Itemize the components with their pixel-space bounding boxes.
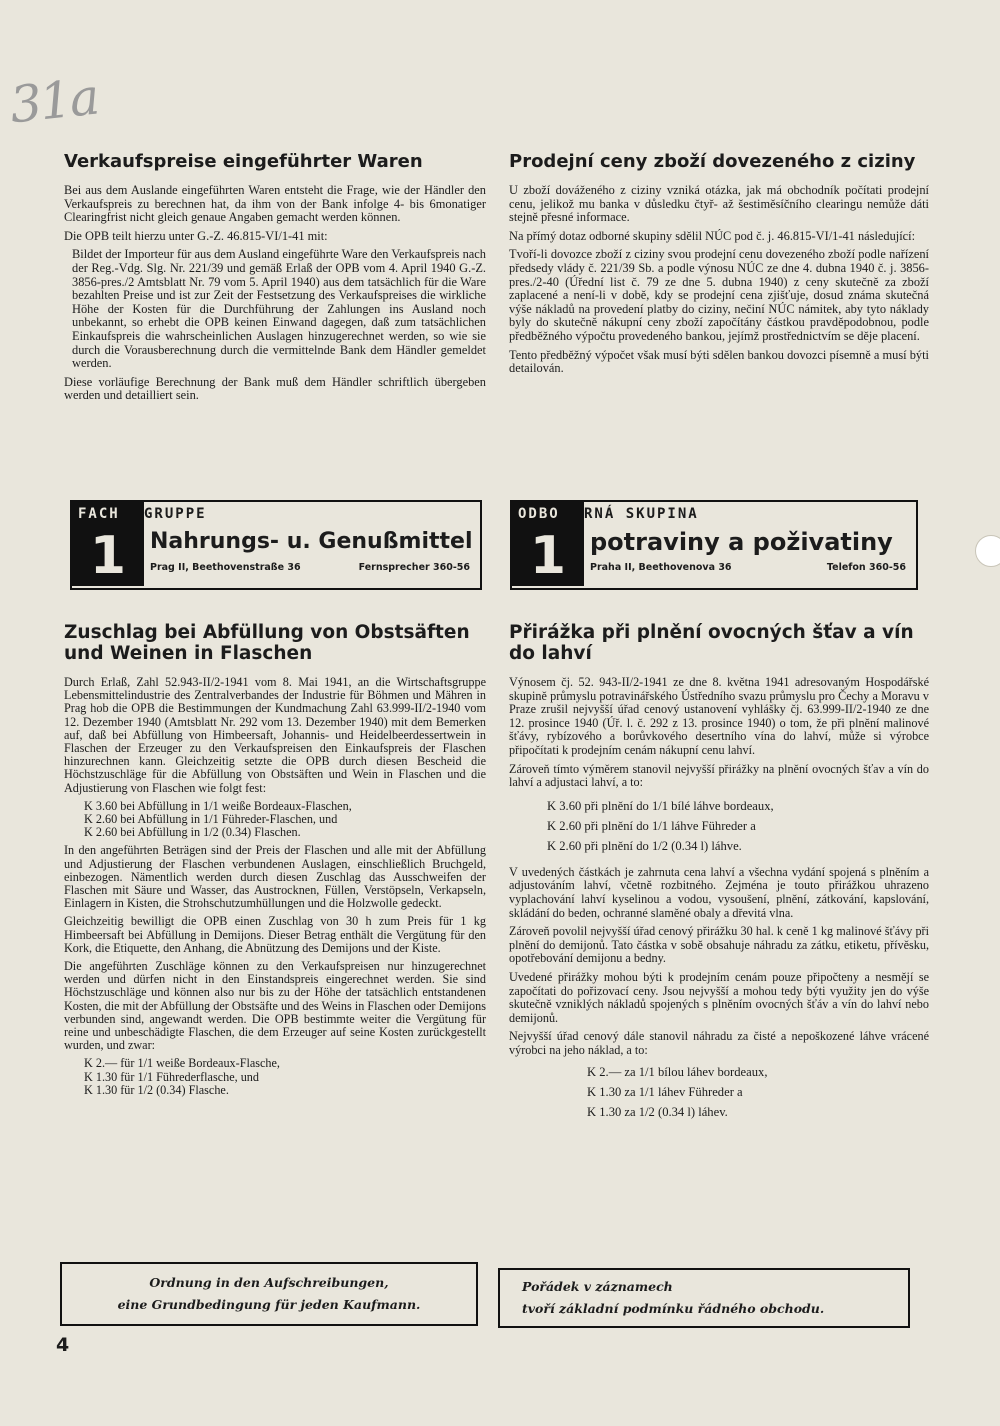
banner-prefix: FACH	[72, 502, 144, 526]
page-number: 4	[56, 1334, 70, 1356]
list-item: K 2.60 bei Abfüllung in 1/1 Führeder-Flaschen, und	[84, 812, 338, 827]
paragraph: Na přímý dotaz odborné skupiny sdělil NÚC pod č. j. 46.815-VI/1-41 následující:	[509, 228, 916, 243]
paragraph: Zároveň povolil nejvyšší úřad cenový přirážku 30 hal. k ceně 1 kg malinové šťávy při plnění do demijonů. Tato částka v sobě obsahuje náhradu za zátku, etiketu, přívěsku, opotřebování demijonu a bedny.	[509, 924, 929, 966]
paragraph: Gleichzeitig bewilligt die OPB einen Zuschlag von 30 h zum Preis für 1 kg Himbeersaft bei Abfüllung in Demijons. Dieser Betrag enthält die Vergütung für den Kork, die Etiquette, den Anhang, die Abnützung des Demijons und der Kiste.	[64, 914, 486, 955]
article-heading: Verkaufspreise eingeführter Waren	[64, 151, 423, 172]
paragraph: In den angeführten Beträgen sind der Preis der Flaschen und alle mit der Abfüllung und Adjustierung der Flaschen verbundenen Auslagen, einschließlich Bruchgeld, einbezogen. Nämentlich werden durch diesen Zuschlag das Ausschweifen der Flaschen mit Säure und Wasser, das Austrocknen, Füllen, Verstöpseln, Verkapseln, Einlagern in Kisten, die Strohschutzumhüllungen und die Holzwolle gedeckt.	[64, 843, 486, 911]
paragraph: Uvedené přirážky mohou býti k prodejním cenám pouze připočteny a nesmějí se započítati do pořizovací ceny. Jsou nejvyšší a mohou tedy býti využity jen do výše skutečně vzniklých nákladů spojených s plněním ovocných šťáv a vín do lahví nebo demijonů.	[509, 969, 929, 1025]
refund-list	[84, 1057, 486, 1097]
list-item: K 1.30 za 1/2 (0.34 l) láhev.	[587, 1105, 728, 1120]
paragraph: Výnosem čj. 52. 943-II/2-1941 ze dne 8. května 1941 adresovaným Hospodářské skupině průmyslu potravinářského Ústředního svazu průmyslu pro Čechy a Moravu v Praze zrušil nejvyšší úřad cenový ustanovení vyhlášky čj. 63.999-II/2-1940 ze dne 12. prosince 1940 (Úř. l. č. 292 z 13. prosince 1940) o tom, že při plnění malinové šťávy, rybízového a borůvkového desertního vína do lahví, může si výrobce připočítati k prodejním cenám nákupní cenu lahví.	[509, 675, 929, 757]
list-item: K 3.60 bei Abfüllung in 1/1 weiße Bordeaux-Flaschen,	[84, 798, 352, 813]
paragraph: Die angeführten Zuschläge können zu den Verkaufspreisen nur hinzugerechnet werden und dürfen nicht in den Einstandspreis eingerechnet werden. Sie sind Höchstzuschläge und können also nur bis zu der Höhe der tatsächlich entstandenen Kosten, die mit der Abfüllung der Obstsäfte und des Weins in Flaschen oder Demijons verbunden sind, angewandt werden. Die OPB bestimmte weiter die Vergütung für reine und unbeschädigte Flaschen, die dem Erzeuger auf seine Kosten zurückgestellt wurden, und zwar:	[64, 959, 486, 1053]
article-verkaufspreise	[64, 152, 486, 408]
surcharge-list	[84, 800, 486, 840]
paragraph: Bildet der Importeur für aus dem Ausland eingeführte Ware den Verkaufspreis nach der Reg.-Vdg. Slg. Nr. 221/39 und gemäß Erlaß der OPB vom 4. April 1940 G.-Z. 3856-pres./2 Amtsblatt Nr. 79 vom 5. April 1940) aus dem tatsächlich für die Ware bezahlten Preise und ist zur Zeit der Festsetzung des Verkaufspreises die wirkliche Höhe der Kosten für die Durchführung der Zahlungen ins Ausland noch unbekannt, so erhebt die OPB keinen Einwand dagegen, daß zum tatsächlichen Einkaufspreis die wahrscheinlichen Auslagen hinzugerechnet werden, so wie sie durch die Vorausberechnung durch die vermittelnde Bank dem Händler gemeldet werden.	[72, 247, 486, 371]
list-item: K 2.60 bei Abfüllung in 1/2 (0.34) Flaschen.	[84, 825, 301, 840]
article-prirazka	[509, 622, 929, 1122]
list-item: K 3.60 při plnění do 1/1 bílé láhve bordeaux,	[547, 798, 774, 813]
refund-list	[587, 1062, 929, 1122]
paragraph: Tento předběžný výpočet však musí býti sdělen bankou dovozci písemně a musí býti detailován.	[509, 347, 929, 376]
article-prodejni-ceny	[509, 152, 929, 381]
paragraph: Zároveň tímto výměrem stanovil nejvyšší přirážky na plnění ovocných šťav a vín do lahví a adjustaci lahví, a to:	[509, 761, 929, 790]
banner-header	[72, 502, 480, 526]
list-item: K 1.30 für 1/2 (0.34) Flasche.	[84, 1082, 229, 1097]
paragraph: Nejvyšší úřad cenový dále stanovil náhradu za čisté a nepoškozené láhve vrácené výrobci na jeho náklad, a to:	[509, 1029, 929, 1057]
article-heading: Přirážka při plnění ovocných šťav a vín do lahví	[509, 622, 914, 664]
article-heading: Zuschlag bei Abfüllung von Obstsäften und Weinen in Flaschen	[64, 622, 470, 664]
banner-header-rest: GRUPPE	[144, 506, 207, 522]
banner-address: Praha II, Beethovenova 36	[590, 562, 732, 573]
footer-motto-cz	[498, 1268, 910, 1328]
motto-line: eine Grundbedingung für jeden Kaufmann.	[117, 1297, 421, 1312]
paragraph: V uvedených částkách je zahrnuta cena lahví a všechna vydání spojená s plněním a adjustováním lahví, včetně rozbitného. Zejména je touto přirážkou uhrazeno vyplachování lahví kyselinou a vodou, vysoušení, plnění, zátkování, kapslování, skládání do beden, ochranné slaměné obaly a dřevitá vlna.	[509, 864, 929, 920]
list-item: K 1.30 za 1/1 láhev Führeder a	[587, 1085, 743, 1100]
banner-phone: Telefon 360-56	[826, 562, 906, 573]
banner-header-rest: RNÁ SKUPINA	[584, 506, 699, 522]
paragraph: Durch Erlaß, Zahl 52.943-II/2-1941 vom 8. Mai 1941, an die Wirtschaftsgruppe Lebensmittelindustrie des Zentralverbandes der Industrie für Böhmen und Mähren in Prag hob die OPB die Bestimmungen der Kundmachung Zahl 63.999-II/2-1940 vom 12. Dezember 1940 (Amtsblatt Nr. 292 vom 13. Dezember 1940) mit dem Bemerken auf, daß bei Abfüllung von Himbeersaft, Johannis- und Heidelbeerdessertwein in Flaschen der Erzeuger zu den Verkaufspreisen den Einkaufspreis der Flaschen hinzurechnen kann. Gleichzeitig setzte die OPB durch diesen Bescheid die Höchstzuschläge für die Abfüllung von Obstsäften und Wein in Flaschen und die Adjustierung von Flaschen wie folgt fest:	[64, 675, 486, 795]
paragraph: Tvoří-li dovozce zboží z ciziny svou prodejní cenu dovezeného zboží podle nařízení předsedy vlády č. 221/39 Sb. a podle výnosu NÚC ze dne 4. dubna 1940 č. j. 3856-pres./2-40 (Úřední list č. 79 ze dne 5. dubna 1940) z ceny skutečně za zboží zaplacené a není-li v době, kdy se prodejní cena zjišťuje, dosud známa skutečná výše nákladů na provedení platby do ciziny, nečiní NÚC námitek, aby tyto náklady byly do skutečně nákupní ceny zboží započítány částkou pravděpodobnou, podle předběžného výpočtu provedeného bankou, jejímž prostřednictvím se děje placení.	[509, 247, 929, 343]
list-item: K 2.60 při plnění do 1/2 (0.34 l) láhve.	[547, 838, 742, 853]
surcharge-list	[547, 796, 929, 856]
motto-line: Ordnung in den Aufschreibungen,	[149, 1275, 389, 1290]
list-item: K 2.— za 1/1 bílou láhev bordeaux,	[587, 1065, 768, 1080]
paragraph: U zboží dováženého z ciziny vzniká otázka, jak má obchodník počítati prodejní cenu, jelikož mu banka v důsledku čtyř- až šestiměsíčního clearingu nemůže dáti stejně přesné informace.	[509, 183, 929, 225]
article-heading: Prodejní ceny zboží dovezeného z ciziny	[509, 151, 916, 172]
group-number: 1	[72, 526, 144, 586]
odborna-skupina-banner	[510, 500, 918, 590]
banner-phone: Fernsprecher 360-56	[358, 562, 470, 573]
group-number: 1	[512, 526, 584, 586]
banner-prefix: ODBO	[512, 502, 584, 526]
list-item: K 2.60 při plnění do 1/1 láhve Führeder a	[547, 818, 756, 833]
punch-hole	[975, 535, 1000, 567]
banner-address: Prag II, Beethovenstraße 36	[150, 562, 301, 573]
paragraph: Bei aus dem Auslande eingeführten Waren entsteht die Frage, wie der Händler den Verkaufspreis zu berechnen hat, da ihm von der Bank infolge 4- bis 6monatiger Clearingfrist nicht gleich genaue Angaben gemacht werden können.	[64, 183, 486, 225]
banner-title: potraviny a poživatiny	[590, 528, 893, 556]
article-zuschlag	[64, 622, 486, 1102]
banner-header	[512, 502, 916, 526]
paragraph: Die OPB teilt hierzu unter G.-Z. 46.815-VI/1-41 mit:	[64, 228, 328, 243]
motto-line: tvoří základní podmínku řádného obchodu.	[522, 1301, 825, 1316]
banner-title: Nahrungs- u. Genußmittel	[150, 529, 473, 554]
paragraph: Diese vorläufige Berechnung der Bank muß dem Händler schriftlich übergeben werden und detailliert sein.	[64, 374, 486, 403]
list-item: K 2.— für 1/1 weiße Bordeaux-Flasche,	[84, 1056, 280, 1071]
motto-line: Pořádek v záznamech	[522, 1279, 673, 1294]
footer-motto-de	[60, 1262, 478, 1326]
list-item: K 1.30 für 1/1 Führederflasche, und	[84, 1069, 259, 1084]
fachgruppe-banner	[70, 500, 482, 590]
handwritten-mark: 31a	[7, 67, 101, 135]
